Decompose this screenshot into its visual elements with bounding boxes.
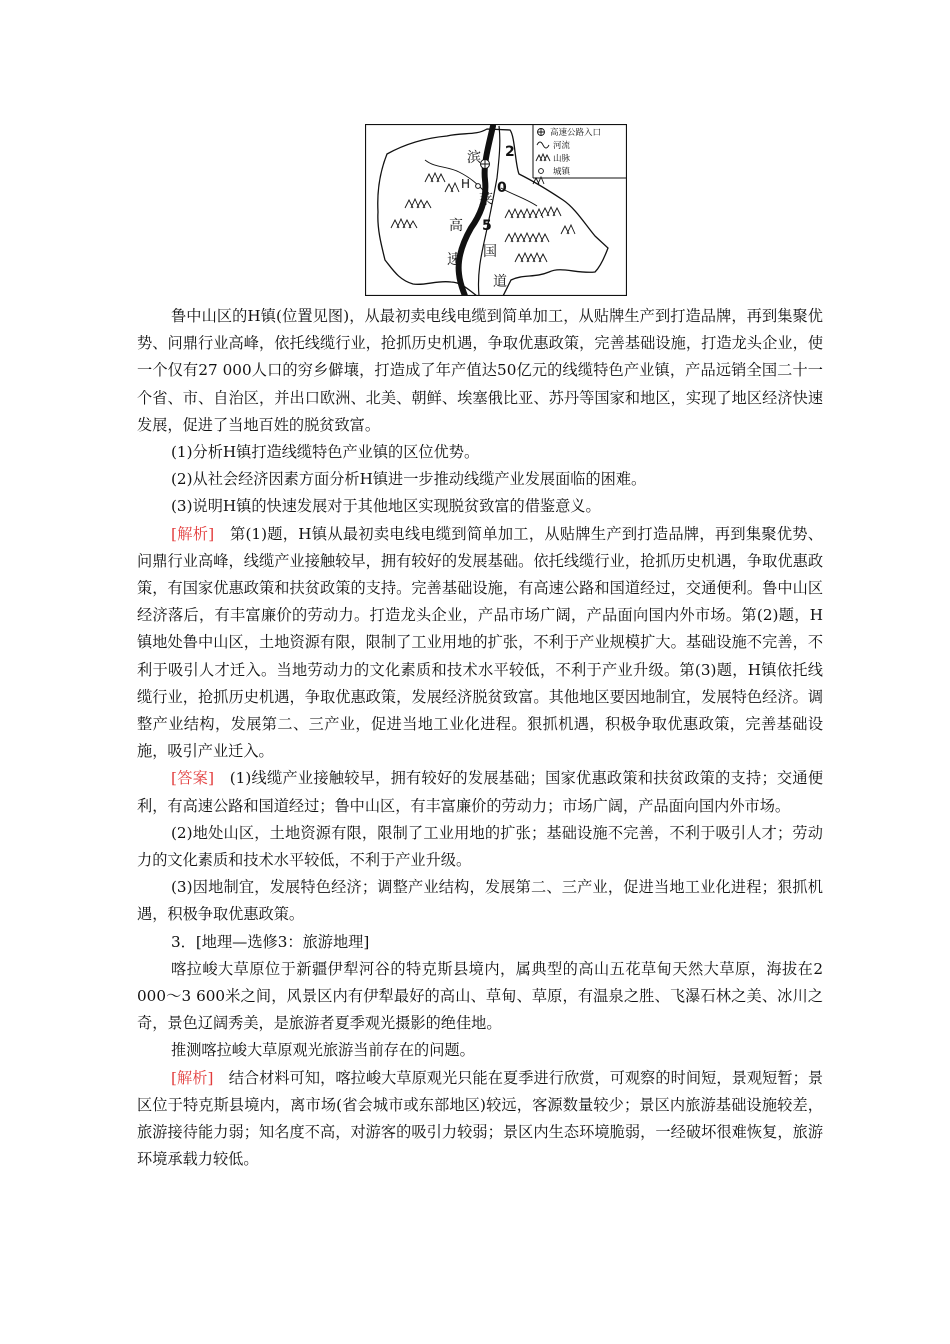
legend-label-river: 河流 xyxy=(553,141,571,151)
passage-paragraph: 鲁中山区的H镇(位置见图)，从最初卖电线电缆到简单加工，从贴牌生产到打造品牌，再到集聚优势、问鼎行业高峰，依托线缆行业，抢抓历史机遇，争取优惠政策，完善基础设施，打造龙头企业，使一个仅有27 000人口的穷乡僻壤，打造成了年产值达50亿元的线缆特色产业镇，产品远销全国二十一个省、市、自治区，并出口欧洲、北美、朝鲜、埃塞俄比亚、苏丹等国家和地区，实现了地区经济快速发展，促进了当地百姓的脱贫致富。 xyxy=(137,307,823,434)
q3-analysis-text: 结合材料可知，喀拉峻大草原观光只能在夏季进行欣赏，可观察的时间短，景观短暂；景区位于特克斯县境内，离市场(省会城市或东部地区)较远，客源数量较少；景区内旅游基础设施较差，旅游接待能力弱；知名度不高，对游客的吸引力较弱；景区内生态环境脆弱，一经破坏很难恢复，旅游环境承载力较低。 xyxy=(137,1068,824,1169)
label-su: 速 xyxy=(447,252,461,268)
expressway-entrance-icon xyxy=(481,160,490,169)
legend-label-entrance: 高速公路入口 xyxy=(550,128,602,138)
answer-paragraph-3: (3)因地制宜，发展特色经济；调整产业结构，发展第二、三产业，促进当地工业化进程；狠抓机遇，积极争取优惠政策。 xyxy=(137,878,823,924)
label-gao: 高 xyxy=(449,218,463,234)
q3-heading: 3．[地理—选修3：旅游地理] xyxy=(171,932,370,951)
label-n2: 2 xyxy=(505,144,515,160)
analysis-tag: [解析] xyxy=(171,524,215,543)
analysis-text: 第(1)题，H镇从最初卖电线电缆到简单加工，从贴牌生产到打造品牌，再到集聚优势、问鼎行业高峰，线缆产业接触较早，拥有较好的发展基础。依托线缆行业，抢抓历史机遇，争取优惠政策，有国家优惠政策和扶贫政策的支持。完善基础设施，有高速公路和国道经过，交通便利。鲁中山区经济落后，有丰富廉价的劳动力。打造龙头企业，产品市场广阔，产品面向国内外市场。第(2)题，H镇地处鲁中山区，土地资源有限，限制了工业用地的扩张，不利于产业规模扩大。基础设施不完善，不利于吸引人才迁入。当地劳动力的文化素质和技术水平较低，不利于产业升级。第(3)题，H镇依托线缆行业，抢抓历史机遇，争取优惠政策，发展经济脱贫致富。其他地区要因地制宜，发展特色经济。调整产业结构，发展第二、三产业，促进当地工业化进程。狠抓机遇，积极争取优惠政策，完善基础设施，吸引产业迁入。 xyxy=(137,524,823,761)
document-body xyxy=(137,303,823,1174)
q3-analysis-tag: [解析] xyxy=(171,1068,214,1087)
q3-question: 推测喀拉峻大草原观光旅游当前存在的问题。 xyxy=(171,1041,475,1060)
question-1: (1)分析H镇打造线缆特色产业镇的区位优势。 xyxy=(171,443,480,462)
label-n5: 5 xyxy=(482,218,492,234)
label-n0: 0 xyxy=(497,180,507,196)
h-town-marker xyxy=(476,184,481,189)
label-dao: 道 xyxy=(493,274,507,290)
crosshair-circle-icon xyxy=(538,129,545,136)
legend-label-mountain: 山脉 xyxy=(553,154,571,164)
answer-1-text: (1)线缆产业接触较早，拥有较好的发展基础；国家优惠政策和扶贫政策的支持；交通便利，有高速公路和国道经过；鲁中山区，有丰富廉价的劳动力；市场广阔，产品面向国内外市场。 xyxy=(137,769,824,815)
label-lai: 莱 xyxy=(479,192,493,208)
question-2: (2)从社会经济因素方面分析H镇进一步推动线缆产业发展面临的困难。 xyxy=(171,470,647,489)
q3-passage: 喀拉峻大草原位于新疆伊犁河谷的特克斯县境内，属典型的高山五花草甸天然大草原，海拔在2 000～3 600米之间，风景区内有伊犁最好的高山、草甸、草原，有温泉之胜、飞瀑石林之美、冰川之奇，景色辽阔秀美，是旅游者夏季观光摄影的绝佳地。 xyxy=(137,959,823,1033)
answer-tag: [答案] xyxy=(171,769,215,788)
label-guo: 国 xyxy=(483,244,497,260)
label-h: H xyxy=(461,177,471,191)
answer-paragraph-1 xyxy=(137,765,823,819)
analysis-paragraph xyxy=(137,521,823,766)
label-bin: 滨 xyxy=(467,150,481,166)
question-3: (3)说明H镇的快速发展对于其他地区实现脱贫致富的借鉴意义。 xyxy=(171,497,601,516)
map-frame xyxy=(366,125,627,296)
map-svg xyxy=(365,124,627,296)
small-circle-icon xyxy=(539,169,544,174)
answer-paragraph-2: (2)地处山区，土地资源有限，限制了工业用地的扩张；基础设施不完善，不利于吸引人才；劳动力的文化素质和技术水平较低，不利于产业升级。 xyxy=(137,823,823,870)
legend-label-town: 城镇 xyxy=(553,167,571,177)
q3-analysis-paragraph xyxy=(137,1065,823,1174)
location-map xyxy=(365,124,627,296)
